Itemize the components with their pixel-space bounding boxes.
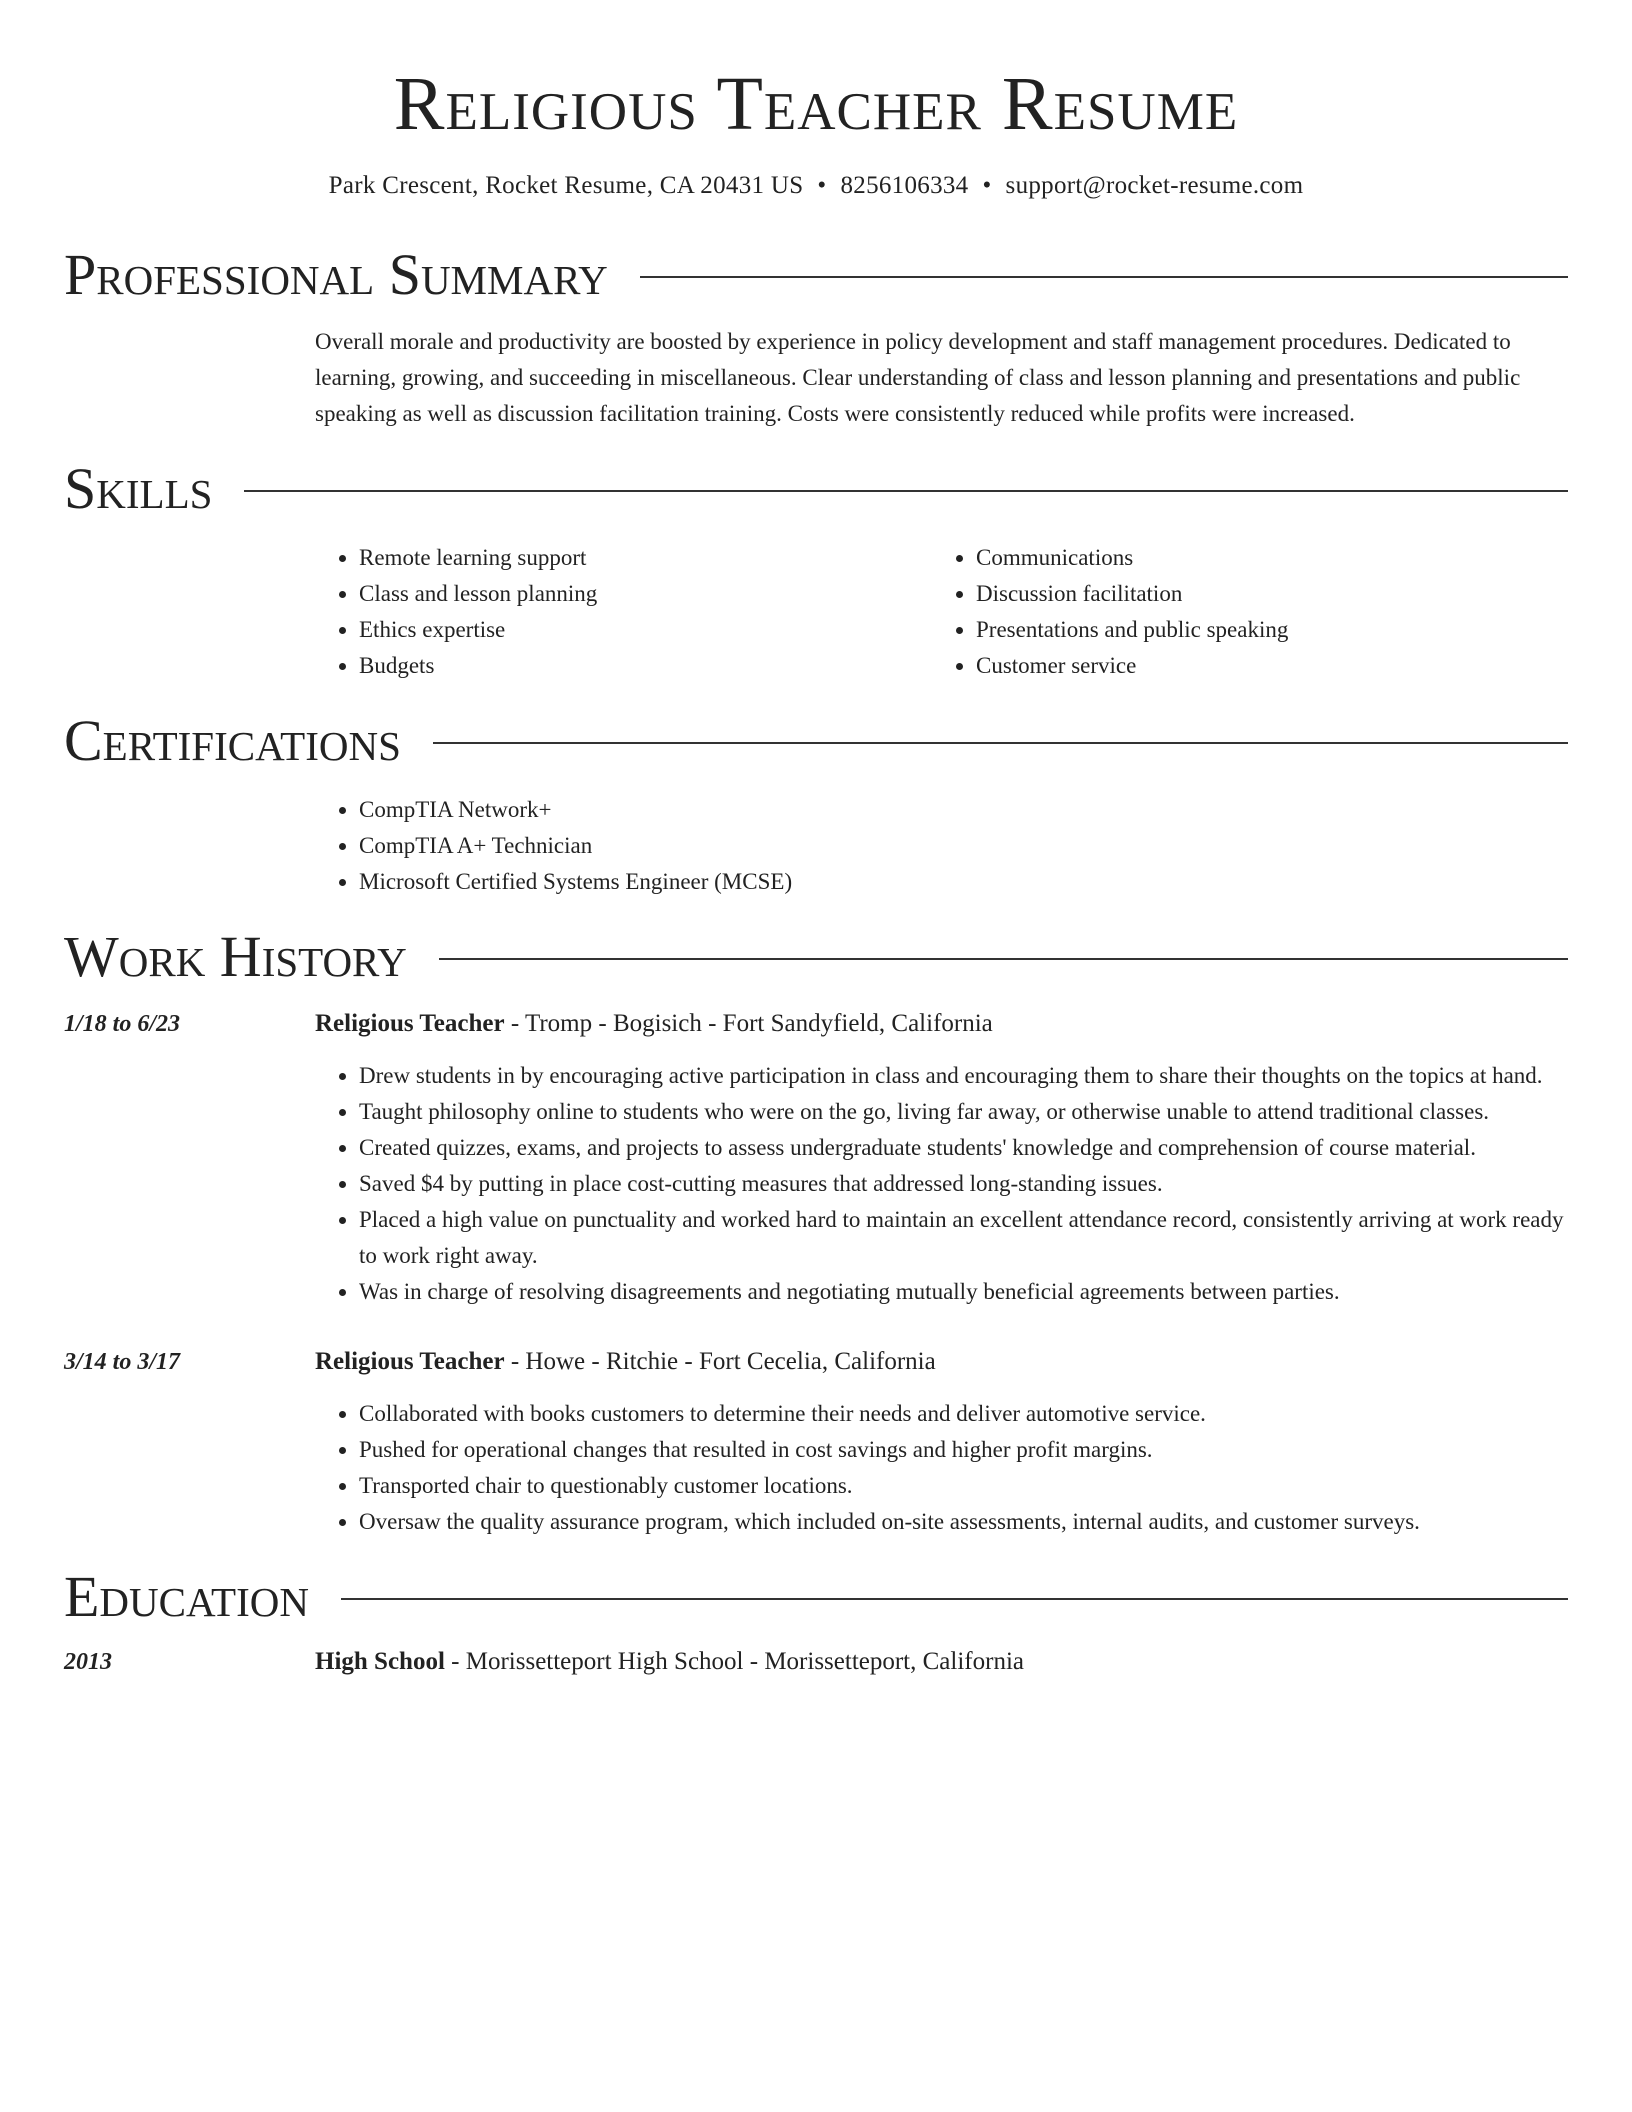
education-details: - Morissetteport High School - Morissetteport, California: [444, 1648, 1024, 1675]
education-heading: [64, 1562, 1568, 1632]
skills-title: Skills: [64, 456, 213, 521]
contact-separator: •: [982, 172, 992, 199]
section-divider: [640, 276, 1568, 278]
job-bullets: [315, 1396, 1568, 1540]
job-entry: [64, 1006, 1568, 1310]
contact-address: Park Crescent, Rocket Resume, CA 20431 US: [328, 172, 804, 199]
job-dates: 3/14 to 3/17: [64, 1349, 181, 1375]
job-bullet: • Created quizzes, exams, and projects to assess undergraduate students' knowledge and comprehension of course material.: [359, 1130, 1568, 1166]
skill-item: • Class and lesson planning: [359, 576, 932, 612]
skills-grid: [315, 540, 1568, 684]
skill-item: • Presentations and public speaking: [976, 612, 1549, 648]
section-divider: [244, 490, 1568, 492]
contact-email: support@rocket-resume.com: [1005, 172, 1304, 199]
summary-title: Professional Summary: [64, 242, 608, 307]
education-section: [64, 1562, 1568, 1680]
work-history-title: Work History: [64, 924, 407, 989]
certifications-list: [315, 792, 1568, 900]
work-history-heading: [64, 922, 1568, 992]
skill-item: • Ethics expertise: [359, 612, 932, 648]
job-title-line: [315, 1344, 936, 1380]
section-divider: [341, 1598, 1568, 1600]
contact-line: [64, 170, 1568, 202]
summary-text: Overall morale and productivity are boosted by experience in policy development and staff management procedures. Dedicated to learning, growing, and succeeding in miscellaneous. Clear understanding of class and lesson planning and presentations and public speaking as well as discussion facilitation training. Costs were consistently reduced while profits were increased.: [315, 329, 1521, 426]
education-title: Education: [64, 1564, 309, 1629]
job-bullet: • Taught philosophy online to students who were on the go, living far away, or otherwise unable to attend traditional classes.: [359, 1094, 1568, 1130]
section-divider: [433, 742, 1568, 744]
education-degree: High School: [315, 1648, 445, 1675]
job-title-line: [315, 1006, 993, 1042]
education-entry: [64, 1644, 1568, 1680]
certification-item: • CompTIA Network+: [359, 792, 1568, 828]
skill-item: • Discussion facilitation: [976, 576, 1549, 612]
certification-item: • Microsoft Certified Systems Engineer (MCSE): [359, 864, 1568, 900]
job-details: - Tromp - Bogisich - Fort Sandyfield, California: [504, 1010, 993, 1037]
contact-separator: •: [817, 172, 827, 199]
job-details: - Howe - Ritchie - Fort Cecelia, California: [504, 1348, 936, 1375]
summary-heading: [64, 240, 1568, 310]
skills-heading: [64, 454, 1568, 524]
job-bullet: • Saved $4 by putting in place cost-cutting measures that addressed long-standing issues.: [359, 1166, 1568, 1202]
certifications-title: Certifications: [64, 708, 401, 773]
skill-item: • Customer service: [976, 648, 1549, 684]
job-bullet: • Pushed for operational changes that resulted in cost savings and higher profit margins.: [359, 1432, 1568, 1468]
section-divider: [439, 958, 1568, 960]
resume-page: [64, 0, 1568, 1680]
job-header: [64, 1344, 1568, 1380]
job-role: Religious Teacher: [315, 1010, 505, 1037]
certifications-section: [64, 706, 1568, 900]
job-dates: 1/18 to 6/23: [64, 1011, 181, 1037]
job-header: [64, 1006, 1568, 1042]
skills-column-right: [932, 540, 1549, 684]
contact-phone: 8256106334: [840, 172, 969, 199]
certification-item: • CompTIA A+ Technician: [359, 828, 1568, 864]
summary-section: [64, 240, 1568, 432]
job-bullet: • Oversaw the quality assurance program, which included on-site assessments, internal audits, and customer surveys.: [359, 1504, 1568, 1540]
education-line: [315, 1644, 1024, 1680]
job-bullet: • Placed a high value on punctuality and worked hard to maintain an excellent attendance record, consistently arriving at work ready to work right away.: [359, 1202, 1568, 1274]
job-bullet: • Collaborated with books customers to determine their needs and deliver automotive service.: [359, 1396, 1568, 1432]
job-entry: [64, 1344, 1568, 1540]
skill-item: • Remote learning support: [359, 540, 932, 576]
skills-section: [64, 454, 1568, 684]
job-bullet: • Was in charge of resolving disagreements and negotiating mutually beneficial agreements between parties.: [359, 1274, 1568, 1310]
skill-item: • Communications: [976, 540, 1549, 576]
resume-name: Religious Teacher Resume: [393, 62, 1239, 146]
job-bullet: • Drew students in by encouraging active participation in class and encouraging them to share their thoughts on the topics at hand.: [359, 1058, 1568, 1094]
skill-item: • Budgets: [359, 648, 932, 684]
job-bullet: • Transported chair to questionably customer locations.: [359, 1468, 1568, 1504]
job-role: Religious Teacher: [315, 1348, 505, 1375]
skills-column-left: [315, 540, 932, 684]
job-bullets: [315, 1058, 1568, 1310]
work-history-section: [64, 922, 1568, 1540]
education-year: 2013: [64, 1649, 112, 1675]
certifications-heading: [64, 706, 1568, 776]
